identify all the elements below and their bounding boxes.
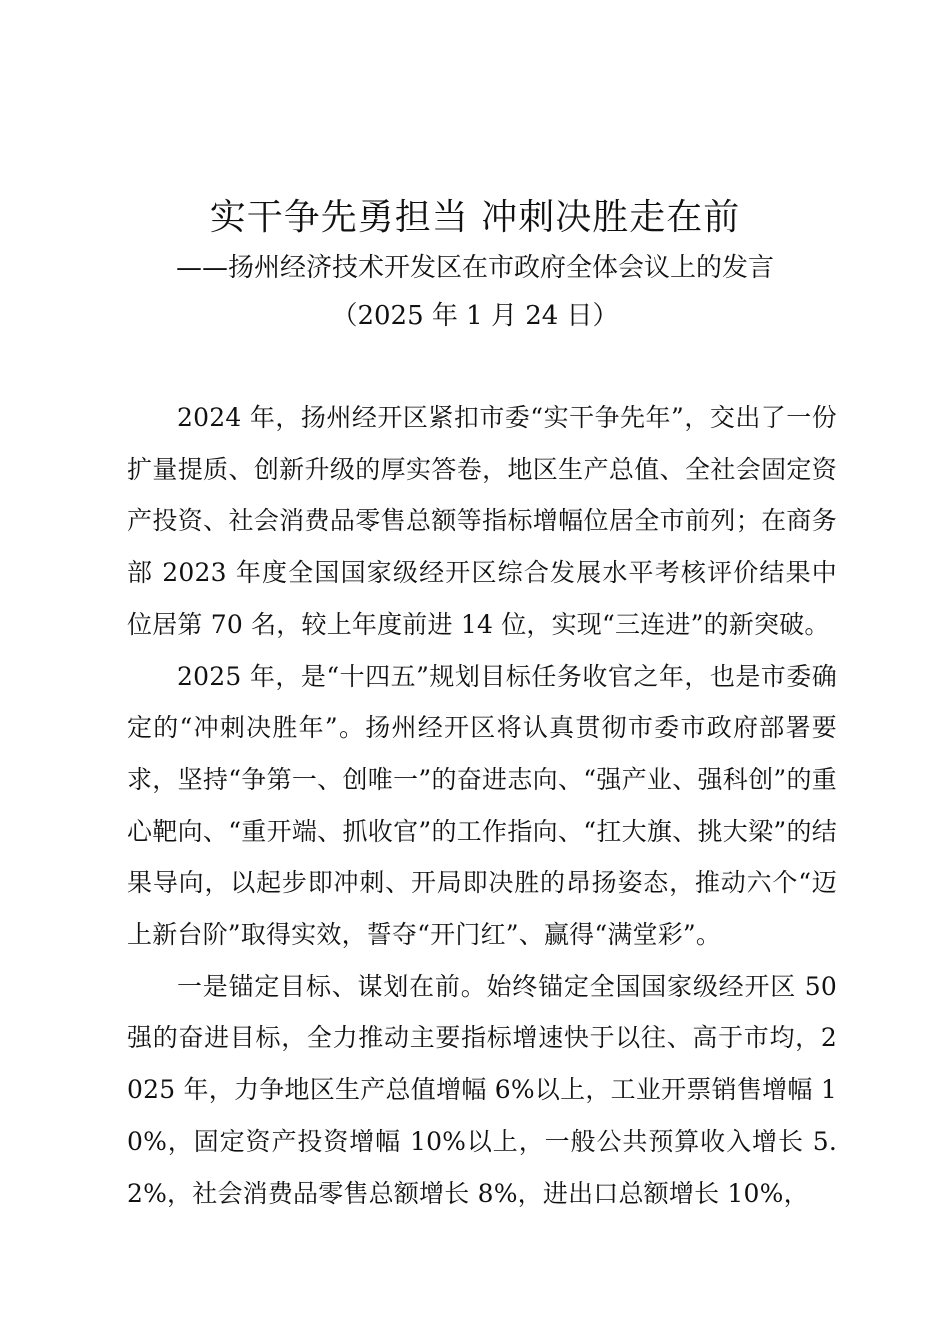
paragraph-3: 一是锚定目标、谋划在前。始终锚定全国国家级经开区 50 强的奋进目标，全力推动主要指标增速快于以往、高于市均，2025 年，力争地区生产总值增幅 6%以上，工业开票销售增幅 10%，固定资产投资增幅 10%以上，一般公共预算收入增长 5.2%，社会消费品零售总额增长 8%，进出口总额增长 10%， <box>127 971 837 1208</box>
paragraph-1: 2024 年，扬州经开区紧扣市委“实干争先年”，交出了一份扩量提质、创新升级的厚实答卷，地区生产总值、全社会固定资产投资、社会消费品零售总额等指标增幅位居全市前列；在商务部 2023 年度全国国家级经开区综合发展水平考核评价结果中位居第 70 名，较上年度前进 14 位，实现“三连进”的新突破。 <box>127 403 837 639</box>
document-title: 实干争先勇担当 冲刺决胜走在前 <box>209 197 741 238</box>
paragraph-2: 2025 年，是“十四五”规划目标任务收官之年，也是市委确定的“冲刺决胜年”。扬州经开区将认真贯彻市委市政府部署要求，坚持“争第一、创唯一”的奋进志向、“强产业、强科创”的重心靶向、“重开端、抓收官”的工作指向、“扛大旗、挑大梁”的结果导向，以起步即冲刺、开局即决胜的昂扬姿态，推动六个“迈上新台阶”取得实效，誓夺“开门红”、赢得“满堂彩”。 <box>127 661 837 950</box>
document-body <box>127 392 837 1219</box>
document-date: （2025 年 1 月 24 日） <box>331 301 619 331</box>
document-subtitle: ——扬州经济技术开发区在市政府全体会议上的发言 <box>175 253 774 283</box>
